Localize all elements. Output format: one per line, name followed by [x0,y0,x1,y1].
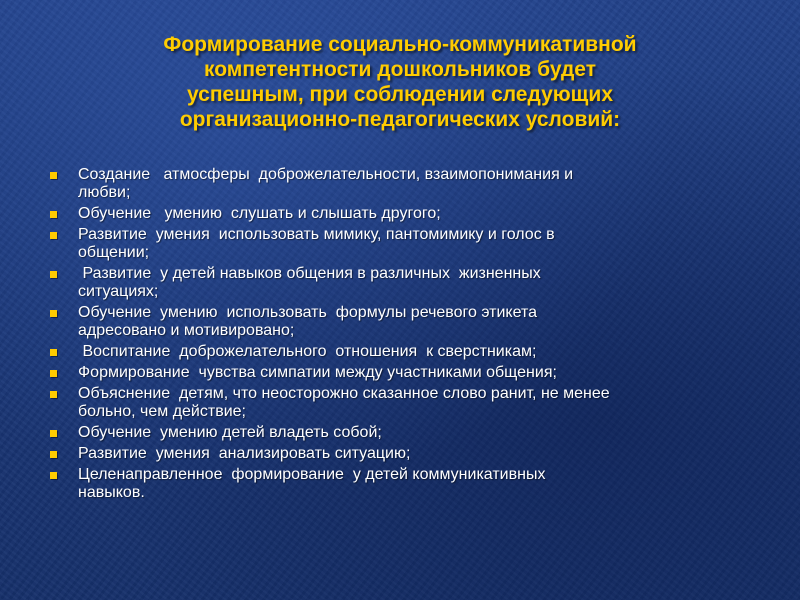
bullet-text-line: Развитие умения использовать мимику, пантомимику и голос в [78,226,555,243]
square-bullet-icon [50,271,57,278]
square-bullet-icon [50,349,57,356]
square-bullet-icon [50,430,57,437]
bullet-item [48,385,748,421]
bullet-text-line: Формирование чувства симпатии между участниками общения; [78,364,557,381]
slide-title [60,32,740,132]
bullet-text-line: навыков. [78,484,145,501]
bullet-item [48,424,748,442]
bullet-list [48,166,748,505]
bullet-item [48,226,748,262]
square-bullet-icon [50,172,57,179]
bullet-text-line: Развитие умения анализировать ситуацию; [78,445,411,462]
bullet-text-line: Развитие у детей навыков общения в различных жизненных [78,265,541,282]
bullet-text-line: Воспитание доброжелательного отношения к сверстникам; [78,343,537,360]
square-bullet-icon [50,310,57,317]
bullet-item [48,445,748,463]
bullet-text-line: любви; [78,184,131,201]
bullet-item [48,466,748,502]
bullet-item [48,205,748,223]
bullet-text-line: Целенаправленное формирование у детей коммуникативных [78,466,546,483]
slide-title-line: компетентности дошкольников будет [204,58,596,81]
square-bullet-icon [50,232,57,239]
bullet-text-line: Обучение умению использовать формулы речевого этикета [78,304,538,321]
bullet-item [48,364,748,382]
slide-title-line: организационно-педагогических условий: [179,108,621,131]
square-bullet-icon [50,391,57,398]
bullet-text-line: больно, чем действие; [78,403,246,420]
square-bullet-icon [50,370,57,377]
slide-title-line: Формирование социально-коммуникативной [163,33,637,56]
bullet-item [48,304,748,340]
bullet-item [48,166,748,202]
bullet-text-line: ситуациях; [78,283,159,300]
square-bullet-icon [50,472,57,479]
bullet-text-line: Создание атмосферы доброжелательности, взаимопонимания и [78,166,574,183]
bullet-item [48,343,748,361]
bullet-text-line: общении; [78,244,150,261]
bullet-text-line: Обучение умению детей владеть собой; [78,424,382,441]
slide-title-line: успешным, при соблюдении следующих [186,83,613,106]
square-bullet-icon [50,451,57,458]
bullet-text-line: адресовано и мотивировано; [78,322,295,339]
bullet-text-line: Объяснение детям, что неосторожно сказанное слово ранит, не менее [78,385,610,402]
bullet-text-line: Обучение умению слушать и слышать другого; [78,205,441,222]
bullet-item [48,265,748,301]
square-bullet-icon [50,211,57,218]
